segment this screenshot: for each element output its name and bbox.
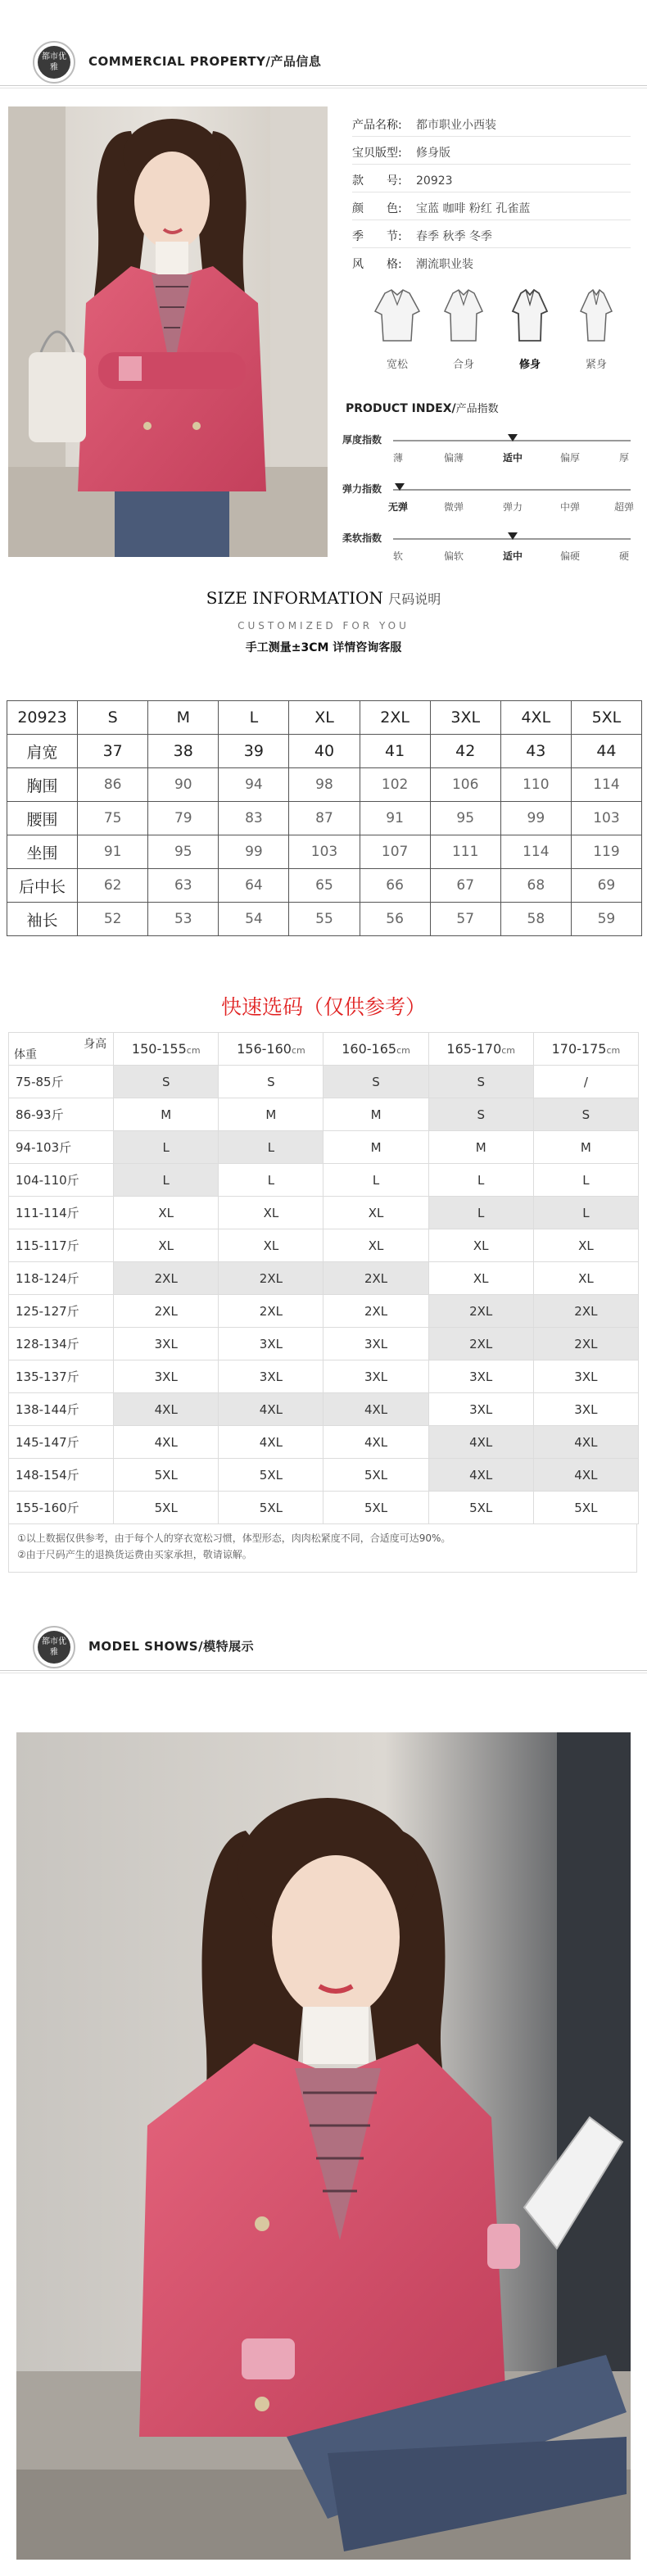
measurement-value-cell: 111 (430, 835, 500, 869)
height-range-cell: 160-165cm (324, 1033, 428, 1066)
recommended-size-cell: 2XL (114, 1295, 219, 1328)
size-title-en: SIZE INFORMATION (206, 588, 383, 608)
measurement-value-cell: 69 (571, 869, 641, 903)
measurement-value-cell: 58 (500, 903, 571, 936)
size-header-cell: L (219, 701, 289, 735)
recommended-size-cell: 3XL (428, 1360, 533, 1393)
measurement-value-cell: 52 (78, 903, 148, 936)
recommended-size-cell: 3XL (533, 1360, 638, 1393)
measurement-value-cell: 114 (500, 835, 571, 869)
weight-range-cell: 118-124斤 (9, 1262, 114, 1295)
info-key: 款 号: (352, 174, 402, 188)
elasticity-index-bar (393, 489, 631, 491)
recommended-size-cell: 4XL (324, 1426, 428, 1459)
height-range-cell: 156-160cm (219, 1033, 324, 1066)
recommended-size-cell: 3XL (533, 1393, 638, 1426)
fit-loose-icon (370, 287, 424, 344)
recommended-size-cell: L (114, 1131, 219, 1164)
measurement-value-cell: 91 (78, 835, 148, 869)
measurement-value-cell: 99 (500, 802, 571, 835)
measurement-name-cell: 后中长 (7, 869, 78, 903)
recommended-size-cell: M (533, 1131, 638, 1164)
measurement-value-cell: 57 (430, 903, 500, 936)
recommended-size-cell: S (114, 1066, 219, 1098)
info-colors (352, 200, 530, 216)
measurement-value-cell: 67 (430, 869, 500, 903)
recommended-size-cell: M (219, 1098, 324, 1131)
style-number-cell: 20923 (7, 701, 78, 735)
product-index-title-cn: 产品指数 (455, 403, 499, 415)
recommended-size-cell: S (324, 1066, 428, 1098)
measurement-value-cell: 87 (289, 802, 360, 835)
recommended-size-cell: 3XL (219, 1328, 324, 1360)
note-line-2: ②由于尺码产生的退换货运费由买家承担，敬请谅解。 (17, 1549, 252, 1560)
softness-index-label: 柔软指数 (342, 532, 382, 544)
softness-option: 软 (392, 550, 403, 562)
recommended-size-cell: M (428, 1131, 533, 1164)
weight-range-cell: 94-103斤 (9, 1131, 114, 1164)
weight-range-cell: 111-114斤 (9, 1197, 114, 1229)
model-photo-main (16, 1732, 631, 2560)
measurement-value-cell: 103 (571, 802, 641, 835)
product-photo-top (8, 106, 328, 557)
measurement-value-cell: 66 (360, 869, 430, 903)
softness-option: 偏硬 (559, 550, 580, 562)
height-range-cell: 150-155cm (114, 1033, 219, 1066)
weight-range-cell: 145-147斤 (9, 1426, 114, 1459)
recommended-size-cell: M (324, 1098, 428, 1131)
recommended-size-cell: 3XL (219, 1360, 324, 1393)
weight-label: 体重 (14, 1048, 37, 1062)
size-information-title (0, 588, 647, 608)
recommended-size-cell: XL (114, 1229, 219, 1262)
recommended-size-cell: 2XL (219, 1262, 324, 1295)
recommended-size-cell: 4XL (533, 1459, 638, 1492)
fit-label-slim-selected: 修身 (518, 359, 541, 371)
recommended-size-cell: S (428, 1066, 533, 1098)
quick-size-row (9, 1229, 639, 1262)
size-table-row (7, 835, 642, 869)
fit-label-tight: 紧身 (585, 359, 607, 371)
fit-tight-icon (569, 287, 623, 344)
quick-size-table (8, 1032, 639, 1524)
measurement-value-cell: 103 (289, 835, 360, 869)
recommended-size-cell: 5XL (114, 1492, 219, 1524)
recommended-size-cell: XL (428, 1229, 533, 1262)
measurement-value-cell: 102 (360, 768, 430, 802)
elasticity-index-label: 弹力指数 (342, 483, 382, 495)
recommended-size-cell: XL (428, 1262, 533, 1295)
measurement-value-cell: 41 (360, 735, 430, 768)
weight-range-cell: 125-127斤 (9, 1295, 114, 1328)
measurement-value-cell: 106 (430, 768, 500, 802)
thickness-option: 偏厚 (559, 452, 580, 464)
recommended-size-cell: 5XL (428, 1492, 533, 1524)
weight-range-cell: 86-93斤 (9, 1098, 114, 1131)
weight-range-cell: 155-160斤 (9, 1492, 114, 1524)
measurement-name-cell: 胸围 (7, 768, 78, 802)
measurement-name-cell: 袖长 (7, 903, 78, 936)
section-title: COMMERCIAL PROPERTY/产品信息 (88, 54, 322, 69)
elasticity-option: 弹力 (502, 501, 523, 513)
elasticity-index-marker (395, 483, 405, 491)
weight-range-cell: 115-117斤 (9, 1229, 114, 1262)
quick-size-row (9, 1164, 639, 1197)
section-header-model-shows (0, 1618, 647, 1675)
info-key: 季 节: (352, 230, 402, 243)
measurement-value-cell: 75 (78, 802, 148, 835)
measurement-value-cell: 119 (571, 835, 641, 869)
info-key: 宝贝版型: (352, 147, 402, 160)
measurement-value-cell: 39 (219, 735, 289, 768)
recommended-size-cell: 3XL (114, 1360, 219, 1393)
recommended-size-cell: 5XL (219, 1459, 324, 1492)
recommended-size-cell: M (114, 1098, 219, 1131)
recommended-size-cell: 3XL (114, 1328, 219, 1360)
recommended-size-cell: 5XL (114, 1459, 219, 1492)
recommended-size-cell: 5XL (324, 1492, 428, 1524)
recommended-size-cell: S (533, 1098, 638, 1131)
recommended-size-cell: L (428, 1164, 533, 1197)
measurement-value-cell: 43 (500, 735, 571, 768)
quick-size-row (9, 1328, 639, 1360)
weight-range-cell: 135-137斤 (9, 1360, 114, 1393)
info-value: 修身版 (416, 147, 450, 160)
recommended-size-cell: S (428, 1098, 533, 1131)
recommended-size-cell: 2XL (324, 1295, 428, 1328)
measurement-value-cell: 54 (219, 903, 289, 936)
recommended-size-cell: S (219, 1066, 324, 1098)
recommended-size-cell: L (533, 1197, 638, 1229)
softness-option: 偏软 (443, 550, 464, 562)
size-header-cell: 4XL (500, 701, 571, 735)
size-header-cell: XL (289, 701, 360, 735)
recommended-size-cell: 4XL (219, 1393, 324, 1426)
size-table-row (7, 768, 642, 802)
measurement-value-cell: 95 (148, 835, 219, 869)
recommended-size-cell: 4XL (428, 1459, 533, 1492)
recommended-size-cell: L (219, 1164, 324, 1197)
recommended-size-cell: L (324, 1164, 428, 1197)
thickness-option: 厚 (618, 452, 629, 464)
measurement-name-cell: 肩宽 (7, 735, 78, 768)
size-header-cell: M (148, 701, 219, 735)
recommended-size-cell: 4XL (533, 1426, 638, 1459)
recommended-size-cell: XL (533, 1262, 638, 1295)
recommended-size-cell: 4XL (114, 1426, 219, 1459)
recommended-size-cell: 2XL (533, 1295, 638, 1328)
info-key: 产品名称: (352, 119, 402, 132)
quick-size-row (9, 1098, 639, 1131)
measurement-value-cell: 83 (219, 802, 289, 835)
recommended-size-cell: 2XL (219, 1295, 324, 1328)
size-subtitle: CUSTOMIZED FOR YOU (238, 620, 409, 632)
info-key: 颜 色: (352, 202, 402, 215)
size-header-cell: 2XL (360, 701, 430, 735)
recommended-size-cell: 4XL (219, 1426, 324, 1459)
section-title: MODEL SHOWS/模特展示 (88, 1639, 255, 1654)
measurement-value-cell: 90 (148, 768, 219, 802)
info-style (352, 256, 473, 272)
measurement-value-cell: 107 (360, 835, 430, 869)
recommended-size-cell: XL (219, 1229, 324, 1262)
measurement-name-cell: 腰围 (7, 802, 78, 835)
measurement-value-cell: 99 (219, 835, 289, 869)
recommended-size-cell: L (428, 1197, 533, 1229)
height-weight-corner (9, 1033, 114, 1066)
height-range-cell: 170-175cm (533, 1033, 638, 1066)
brand-badge (33, 1626, 75, 1668)
measurement-value-cell: 63 (148, 869, 219, 903)
info-value: 都市职业小西装 (416, 119, 496, 132)
recommended-size-cell: 2XL (533, 1328, 638, 1360)
elasticity-option: 微弹 (443, 501, 464, 513)
measurement-value-cell: 91 (360, 802, 430, 835)
quick-size-notes (8, 1523, 637, 1573)
fit-label-loose: 宽松 (386, 359, 408, 371)
info-product-name (352, 116, 496, 133)
thickness-index-label: 厚度指数 (342, 434, 382, 446)
size-header-cell: 3XL (430, 701, 500, 735)
product-index-title-en: PRODUCT INDEX/ (346, 402, 456, 415)
measurement-value-cell: 65 (289, 869, 360, 903)
recommended-size-cell: M (324, 1131, 428, 1164)
info-value: 春季 秋季 冬季 (416, 230, 492, 243)
thickness-option: 偏薄 (443, 452, 464, 464)
measurement-value-cell: 42 (430, 735, 500, 768)
height-label: 身高 (84, 1038, 107, 1051)
recommended-size-cell: 2XL (428, 1328, 533, 1360)
measurement-value-cell: 95 (430, 802, 500, 835)
weight-range-cell: 138-144斤 (9, 1393, 114, 1426)
measurement-value-cell: 114 (571, 768, 641, 802)
quick-size-header (9, 1033, 639, 1066)
quick-size-row (9, 1459, 639, 1492)
softness-index-marker (508, 532, 518, 540)
info-key: 风 格: (352, 258, 402, 271)
weight-range-cell: 75-85斤 (9, 1066, 114, 1098)
recommended-size-cell: 2XL (114, 1262, 219, 1295)
quick-size-row (9, 1492, 639, 1524)
measurement-value-cell: 79 (148, 802, 219, 835)
size-table-row (7, 802, 642, 835)
quick-size-row (9, 1197, 639, 1229)
recommended-size-cell: XL (114, 1197, 219, 1229)
height-range-cell: 165-170cm (428, 1033, 533, 1066)
quick-size-row (9, 1131, 639, 1164)
quick-size-row (9, 1066, 639, 1098)
size-table (7, 700, 642, 936)
thickness-option-selected: 适中 (502, 452, 523, 464)
size-header-cell: S (78, 701, 148, 735)
measurement-value-cell: 98 (289, 768, 360, 802)
thickness-option: 薄 (392, 452, 403, 464)
quick-size-row (9, 1295, 639, 1328)
recommended-size-cell: 3XL (324, 1360, 428, 1393)
measurement-value-cell: 59 (571, 903, 641, 936)
size-table-header (7, 701, 642, 735)
fit-regular-icon (437, 287, 491, 344)
brand-badge-text: 都市优雅 (38, 1631, 70, 1664)
elasticity-option: 中弹 (559, 501, 580, 513)
info-value: 潮流职业装 (416, 258, 473, 271)
recommended-size-cell: L (114, 1164, 219, 1197)
softness-option-selected: 适中 (502, 550, 523, 562)
quick-size-row (9, 1393, 639, 1426)
thickness-index-marker (508, 434, 518, 441)
measurement-value-cell: 64 (219, 869, 289, 903)
info-value: 宝蓝 咖啡 粉红 孔雀蓝 (416, 202, 531, 215)
recommended-size-cell: 5XL (324, 1459, 428, 1492)
recommended-size-cell: 5XL (219, 1492, 324, 1524)
fit-slim-icon (503, 287, 557, 344)
info-style-number (352, 172, 453, 188)
elasticity-option-selected: 无弹 (387, 501, 408, 513)
note-line-1: ①以上数据仅供参考，由于每个人的穿衣宽松习惯，体型形态，肉肉松紧度不同，合适度可达90%。 (17, 1532, 451, 1544)
product-index-title (346, 400, 499, 415)
size-table-row (7, 869, 642, 903)
recommended-size-cell: 4XL (324, 1393, 428, 1426)
recommended-size-cell: L (533, 1164, 638, 1197)
info-season (352, 228, 492, 244)
recommended-size-cell: XL (219, 1197, 324, 1229)
recommended-size-cell: 4XL (114, 1393, 219, 1426)
measurement-value-cell: 56 (360, 903, 430, 936)
size-table-row (7, 735, 642, 768)
recommended-size-cell: 2XL (428, 1295, 533, 1328)
recommended-size-cell: 2XL (324, 1262, 428, 1295)
brand-badge-text: 都市优雅 (38, 46, 70, 79)
brand-badge (33, 41, 75, 84)
measurement-name-cell: 坐围 (7, 835, 78, 869)
weight-range-cell: 104-110斤 (9, 1164, 114, 1197)
recommended-size-cell: 5XL (533, 1492, 638, 1524)
measurement-value-cell: 68 (500, 869, 571, 903)
quick-size-row (9, 1426, 639, 1459)
recommended-size-cell: XL (324, 1229, 428, 1262)
measurement-value-cell: 37 (78, 735, 148, 768)
elasticity-option: 超弹 (613, 501, 634, 513)
size-title-cn: 尺码说明 (388, 591, 441, 607)
measurement-value-cell: 94 (219, 768, 289, 802)
recommended-size-cell: 3XL (428, 1393, 533, 1426)
weight-range-cell: 148-154斤 (9, 1459, 114, 1492)
size-header-cell: 5XL (571, 701, 641, 735)
section-header-commercial (0, 33, 647, 90)
recommended-size-cell: 4XL (428, 1426, 533, 1459)
recommended-size-cell: L (219, 1131, 324, 1164)
quick-size-row (9, 1360, 639, 1393)
measurement-value-cell: 44 (571, 735, 641, 768)
measurement-value-cell: 62 (78, 869, 148, 903)
fit-label-regular: 合身 (452, 359, 474, 371)
recommended-size-cell: 3XL (324, 1328, 428, 1360)
weight-range-cell: 128-134斤 (9, 1328, 114, 1360)
measurement-value-cell: 55 (289, 903, 360, 936)
measurement-value-cell: 40 (289, 735, 360, 768)
info-fit-type (352, 144, 450, 161)
measurement-value-cell: 110 (500, 768, 571, 802)
recommended-size-cell: / (533, 1066, 638, 1098)
measurement-value-cell: 38 (148, 735, 219, 768)
measurement-value-cell: 53 (148, 903, 219, 936)
recommended-size-cell: XL (533, 1229, 638, 1262)
quick-size-row (9, 1262, 639, 1295)
recommended-size-cell: XL (324, 1197, 428, 1229)
size-measure-note: 手工测量±3CM 详情咨询客服 (245, 641, 402, 654)
quick-size-title: 快速选码（仅供参考） (220, 995, 426, 1019)
softness-option: 硬 (618, 550, 629, 562)
info-value: 20923 (416, 174, 453, 188)
size-table-row (7, 903, 642, 936)
measurement-value-cell: 86 (78, 768, 148, 802)
